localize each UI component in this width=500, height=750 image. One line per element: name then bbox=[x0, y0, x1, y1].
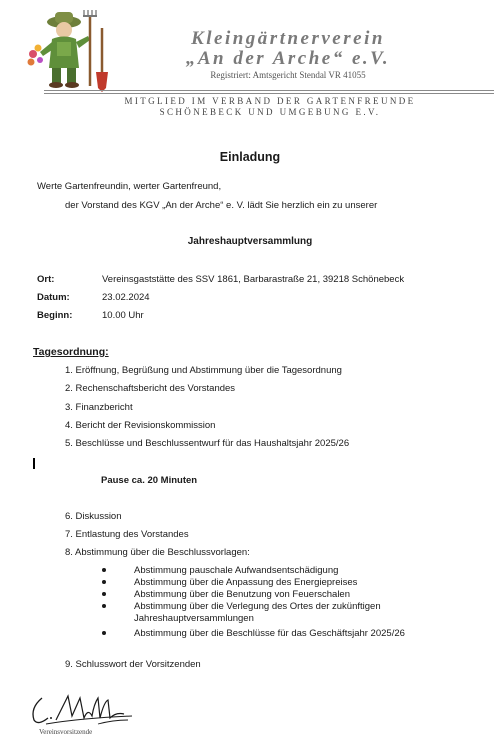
association-line1: MITGLIED IM VERBAND DER GARTENFREUNDE bbox=[124, 96, 416, 106]
registration-note: Registriert: Amtsgericht Stendal VR 41055 bbox=[210, 70, 366, 80]
agenda-item: 5. Beschlüsse und Beschlussentwurf für das Haushaltsjahr 2025/26 bbox=[65, 438, 350, 449]
bullet-icon bbox=[102, 604, 106, 608]
location-label: Ort: bbox=[37, 274, 55, 285]
start-value: 10.00 Uhr bbox=[102, 310, 144, 321]
agenda-item: 1. Eröffnung, Begrüßung und Abstimmung über die Tagesordnung bbox=[65, 365, 342, 376]
document-title: Einladung bbox=[219, 150, 281, 164]
meeting-title: Jahreshauptversammlung bbox=[187, 236, 313, 247]
intro-sentence: der Vorstand des KGV „An der Arche“ e. V. lädt Sie herzlich ein zu unserer bbox=[65, 200, 378, 211]
date-value: 23.02.2024 bbox=[102, 292, 150, 303]
date-label: Datum: bbox=[37, 292, 70, 303]
header-rule bbox=[44, 90, 494, 91]
bullet-icon bbox=[102, 568, 106, 572]
association-line2: SCHÖNEBECK UND UMGEBUNG E.V. bbox=[159, 107, 381, 117]
signature-image bbox=[28, 690, 138, 732]
sub-item: Abstimmung über die Beschlüsse für das Geschäftsjahr 2025/26 bbox=[134, 628, 405, 639]
agenda-item: 3. Finanzbericht bbox=[65, 402, 133, 413]
sub-item: Abstimmung über die Anpassung des Energiepreises bbox=[134, 577, 358, 588]
signature-label: Vereinsvorsitzende bbox=[39, 728, 93, 736]
bullet-icon bbox=[102, 580, 106, 584]
agenda-item: 2. Rechenschaftsbericht des Vorstandes bbox=[65, 383, 236, 394]
header-rule-second bbox=[44, 93, 494, 94]
sub-item-continuation: Jahreshauptversammlungen bbox=[134, 613, 254, 624]
bullet-icon bbox=[102, 631, 106, 635]
agenda-item: 7. Entlastung des Vorstandes bbox=[65, 529, 189, 540]
start-label: Beginn: bbox=[37, 310, 73, 321]
agenda-heading: Tagesordnung: bbox=[33, 346, 109, 358]
club-name-line1: Kleingärtnerverein bbox=[191, 28, 385, 49]
location-value: Vereinsgaststätte des SSV 1861, Barbarastraße 21, 39218 Schönebeck bbox=[102, 274, 405, 285]
sub-item: Abstimmung über die Benutzung von Feuerschalen bbox=[134, 589, 350, 600]
text-cursor bbox=[33, 458, 35, 469]
pause-note: Pause ca. 20 Minuten bbox=[101, 475, 198, 486]
sub-item: Abstimmung pauschale Aufwandsentschädigung bbox=[134, 565, 339, 576]
agenda-item: 4. Bericht der Revisionskommission bbox=[65, 420, 216, 431]
agenda-item: 6. Diskussion bbox=[65, 511, 122, 522]
club-name-line2: „An der Arche“ e.V. bbox=[185, 48, 391, 69]
agenda-item: 9. Schlusswort der Vorsitzenden bbox=[65, 659, 201, 670]
agenda-item: 8. Abstimmung über die Beschlussvorlagen: bbox=[65, 547, 250, 558]
sub-item: Abstimmung über die Verlegung des Ortes der zukünftigen bbox=[134, 601, 381, 612]
salutation: Werte Gartenfreundin, werter Gartenfreund, bbox=[37, 181, 222, 192]
bullet-icon bbox=[102, 592, 106, 596]
gardener-logo bbox=[24, 6, 116, 92]
